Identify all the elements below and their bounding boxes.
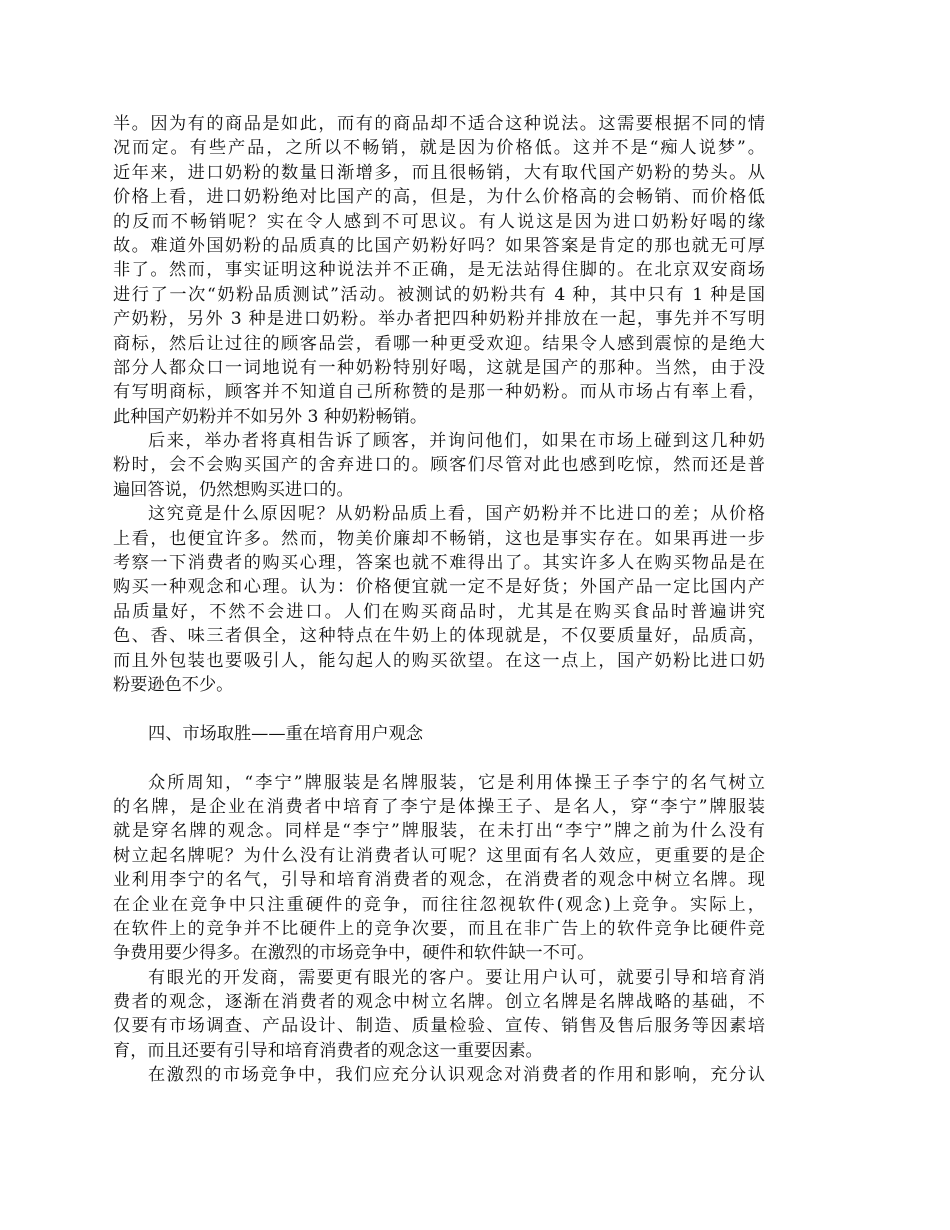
text-line: 费者的观念，逐渐在消费者的观念中树立名牌。创立名牌是名牌战略的基础，不 xyxy=(113,992,765,1013)
text-line: 业利用李宁的名气，引导和培育消费者的观念，在消费者的观念中树立名牌。现 xyxy=(113,870,765,891)
paragraph-customer-reaction xyxy=(113,429,765,502)
text-line: 故。难道外国奶粉的品质真的比国产奶粉好吗？如果答案是肯定的那也就无可厚 xyxy=(113,235,765,256)
text-line: 色、香、味三者俱全，这种特点在牛奶上的体现就是，不仅要质量好，品质高， xyxy=(113,626,765,647)
text-line: 产奶粉，另外 3 种是进口奶粉。举办者把四种奶粉并排放在一起，事先并不写明 xyxy=(113,309,765,330)
text-line: 商标，然后让过往的顾客品尝，看哪一种更受欢迎。结果令人感到震惊的是绝大 xyxy=(113,333,765,354)
text-line: 而且外包装也要吸引人，能勾起人的购买欲望。在这一点上，国产奶粉比进口奶 xyxy=(113,650,765,671)
text-line: 的名牌，是企业在消费者中培育了李宁是体操王子、是名人，穿“李宁”牌服装 xyxy=(113,796,765,817)
text-line: 在企业在竞争中只注重硬件的竞争，而往往忽视软件(观念)上竞争。实际上， xyxy=(113,894,765,915)
text-line: 的反而不畅销呢？实在令人感到不可思议。有人说这是因为进口奶粉好喝的缘 xyxy=(113,211,765,232)
blank-line xyxy=(113,697,765,721)
text-line: 部分人都众口一词地说有一种奶粉特别好喝，这就是国产的那种。当然，由于没 xyxy=(113,357,765,378)
text-line: 育，而且还要有引导和培育消费者的观念这一重要因素。 xyxy=(113,1040,543,1061)
text-line: 众所周知，“李宁”牌服装是名牌服装，它是利用体操王子李宁的名气树立 xyxy=(148,772,765,793)
text-line: 树立起名牌呢？为什么没有让消费者认可呢？这里面有名人效应，更重要的是企 xyxy=(113,845,765,866)
text-line: 粉要逊色不少。 xyxy=(113,674,234,695)
text-line: 有写明商标，顾客并不知道自己所称赞的是那一种奶粉。而从市场占有率上看， xyxy=(113,382,765,403)
text-line: 况而定。有些产品，之所以不畅销，就是因为价格低。这并不是“痴人说梦”。 xyxy=(113,138,765,159)
text-line: 价格上看，进口奶粉绝对比国产的高，但是，为什么价格高的会畅销、而价格低 xyxy=(113,187,765,208)
text-line: 有眼光的开发商，需要更有眼光的客户。要让用户认可，就要引导和培育消 xyxy=(148,967,765,988)
text-line: 购买一种观念和心理。认为：价格便宜就一定不是好货；外国产品一定比国内产 xyxy=(113,577,765,598)
text-line: 后来，举办者将真相告诉了顾客，并询问他们，如果在市场上碰到这几种奶 xyxy=(148,431,765,452)
paragraph-imported-milk xyxy=(113,112,765,429)
blank-line xyxy=(113,746,765,770)
text-line: 在激烈的市场竞争中，我们应充分认识观念对消费者的作用和影响，充分认 xyxy=(148,1065,765,1086)
text-line: 仅要有市场调查、产品设计、制造、质量检验、宣传、销售及售后服务等因素培 xyxy=(113,1016,765,1037)
text-line: 进行了一次“奶粉品质测试”活动。被测试的奶粉共有 4 种，其中只有 1 种是国 xyxy=(113,284,765,305)
text-line: 品质量好，不然不会进口。人们在购买商品时，尤其是在购买食品时普遍讲究 xyxy=(113,601,765,622)
paragraph-developer-vision xyxy=(113,966,765,1064)
paragraph-li-ning-brand xyxy=(113,771,765,966)
text-line: 半。因为有的商品是如此，而有的商品却不适合这种说法。这需要根据不同的情 xyxy=(113,114,765,134)
text-line: 非了。然而，事实证明这种说法并不正确，是无法站得住脚的。在北京双安商场 xyxy=(113,260,765,281)
text-line: 就是穿名牌的观念。同样是“李宁”牌服装，在未打出“李宁”牌之前为什么没有 xyxy=(113,821,765,842)
text-line: 近年来，进口奶粉的数量日渐增多，而且很畅销，大有取代国产奶粉的势头。从 xyxy=(113,162,765,183)
text-line: 这究竟是什么原因呢？从奶粉品质上看，国产奶粉并不比进口的差；从价格 xyxy=(148,504,765,525)
paragraph-market-competition xyxy=(113,1063,765,1087)
text-line: 此种国产奶粉并不如另外 3 种奶粉畅销。 xyxy=(113,406,428,427)
text-line: 遍回答说，仍然想购买进口的。 xyxy=(113,479,354,500)
text-line: 争费用要少得多。在激烈的市场竞争中，硬件和软件缺一不可。 xyxy=(113,943,595,964)
text-line: 上看，也便宜许多。然而，物美价廉却不畅销，这也是事实存在。如果再进一步 xyxy=(113,528,765,549)
text-line: 粉时，会不会购买国产的舍弃进口的。顾客们尽管对此也感到吃惊，然而还是普 xyxy=(113,455,765,476)
text-line: 考察一下消费者的购买心理，答案也就不难得出了。其实许多人在购买物品是在 xyxy=(113,553,765,574)
text-line: 在软件上的竞争并不比硬件上的竞争次要，而且在非广告上的软件竞争比硬件竞 xyxy=(113,918,765,939)
paragraph-purchase-psychology xyxy=(113,502,765,697)
document-page xyxy=(113,112,765,1088)
section-heading: 四、市场取胜——重在培育用户观念 xyxy=(148,723,424,744)
